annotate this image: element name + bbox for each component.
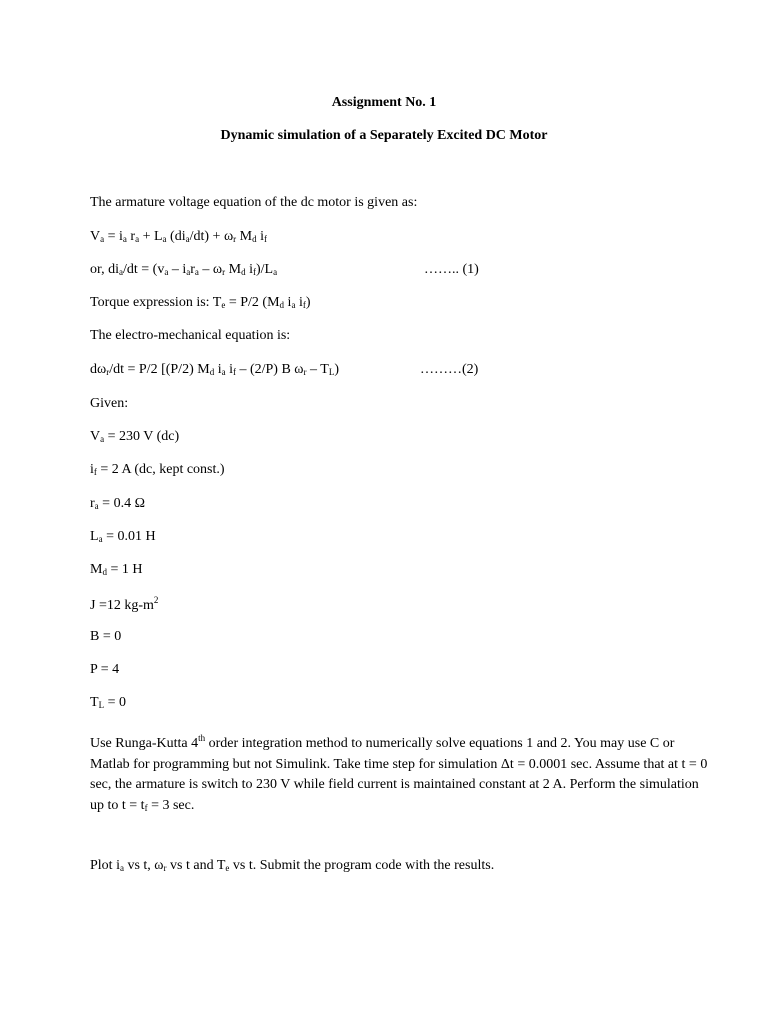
param-field-current: $i_f = 2$ A (dc, kept const.)	[90, 462, 225, 477]
assignment-subtitle: Dynamic simulation of a Separately Excited DC Motor	[220, 128, 548, 143]
param-friction: B = 0	[90, 629, 122, 644]
equation-1-number: …….. (1)	[424, 262, 479, 277]
param-armature-inductance: $L_a = 0.01$ H	[90, 529, 156, 544]
current-derivative-equation: or, $di_a/dt = (v_a - i_ar_a - \omega_r$ $M_d$ $i_f)/L_a$	[90, 262, 278, 277]
electro-mechanical-heading: The electro-mechanical equation is:	[90, 328, 291, 343]
intro-text: The armature voltage equation of the dc motor is given as:	[90, 195, 418, 210]
plot-instructions: Plot $i_a$ vs t, $\omega_r$ vs t and $T_e$ vs t. Submit the program code with the results.	[90, 858, 495, 873]
armature-voltage-equation: $V_a = i_a$ $r_a + L_a$ $(di_a/dt) + \omega_r$ $M_d$ $i_f$	[90, 229, 268, 244]
param-armature-voltage: $V_a = 230$ V (dc)	[90, 429, 180, 444]
param-poles: P = 4	[90, 662, 120, 677]
param-inertia: J =12 $kg-m^2$	[90, 595, 159, 613]
torque-expression: Torque expression is: $T_e = P/2$ ($M_d$ $i_a$ $i_f$)	[90, 295, 311, 310]
electro-mechanical-equation: $d\omega_r/dt = P/2$ [(P/2) $M_d$ $i_a$ $i_f - (2/P)$ B $\omega_r - T_L$)	[90, 362, 340, 377]
equation-2-number: ………(2)	[420, 362, 479, 377]
given-heading: Given:	[90, 396, 129, 411]
instructions-paragraph: Use Runga-Kutta 4th order integration method to numerically solve equations 1 and 2. You may use C or Matlab for programming but not Simulink. Take time step for simulation Δt = 0.0001 sec. Assume that at t = 0 sec, the armature is switch to 230 V while field current is maintained constant at 2 A. Perform the simulation up to $t = t_f = 3$ sec.	[90, 733, 708, 813]
param-load-torque: $T_L = 0$	[90, 695, 126, 710]
param-mutual-inductance: $M_d = 1$ H	[90, 562, 143, 577]
param-armature-resistance: $r_a = 0.4$ Ω	[90, 496, 145, 511]
assignment-title: Assignment No. 1	[331, 95, 437, 110]
